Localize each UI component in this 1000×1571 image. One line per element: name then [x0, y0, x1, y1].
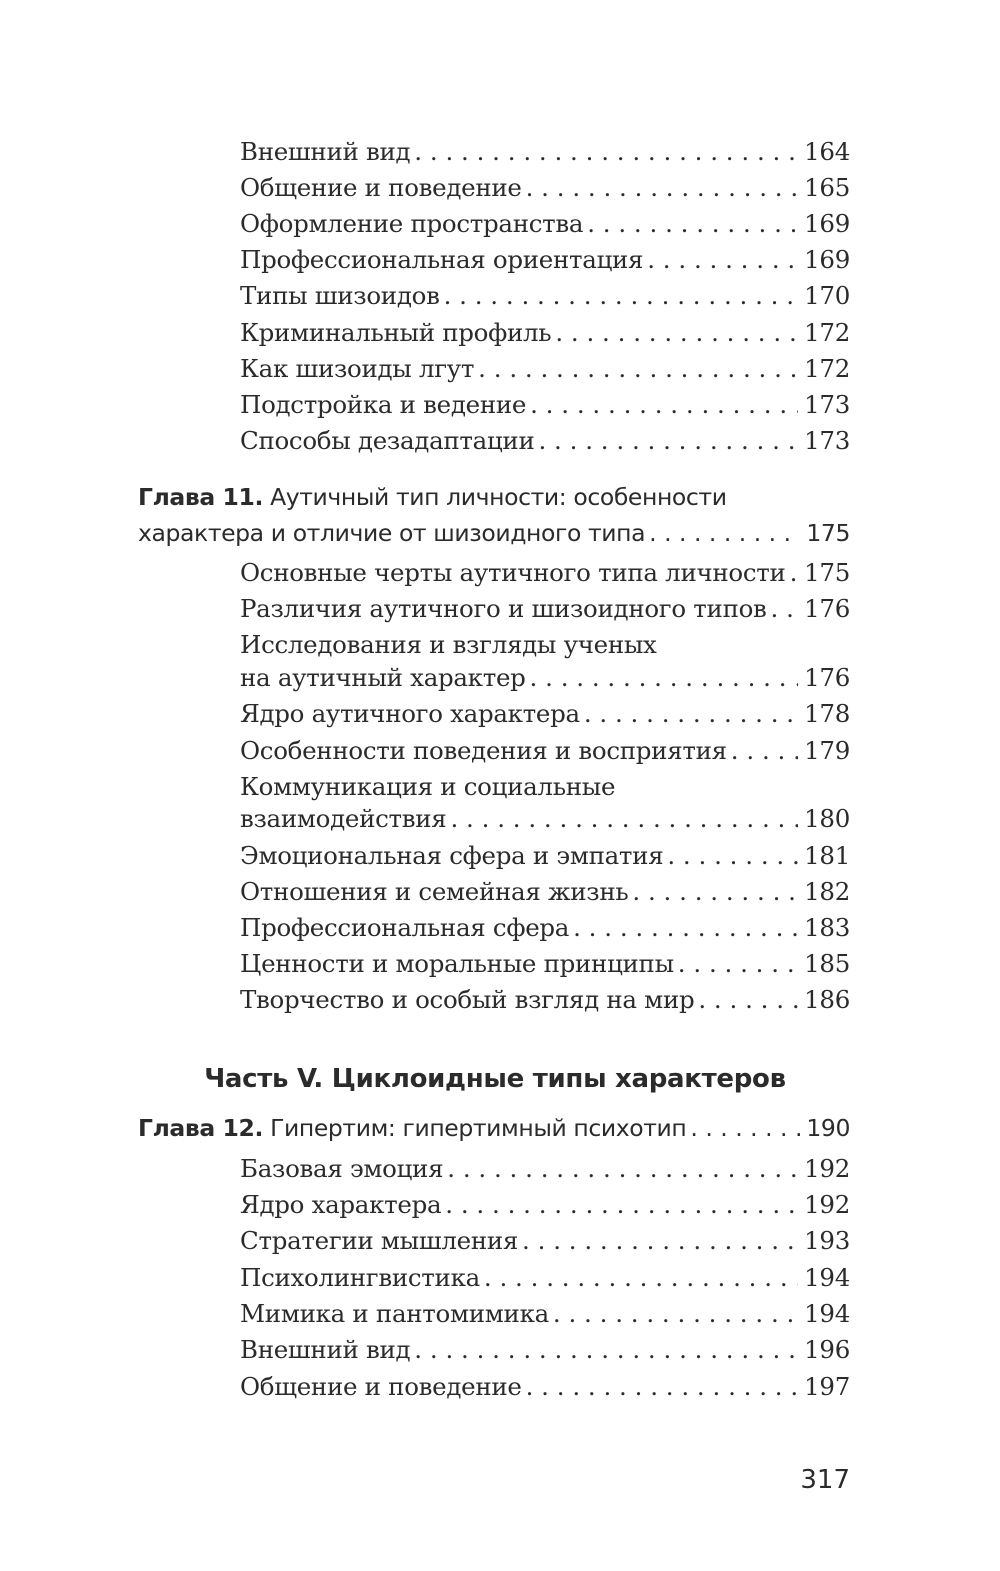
toc-entry[interactable] — [240, 982, 850, 1018]
toc-entry-page: 197 — [804, 1372, 850, 1401]
toc-entry-page: 176 — [804, 594, 850, 623]
chapter-11-title-line2: характера и отличие от шизоидного типа — [138, 519, 646, 547]
toc-entry[interactable] — [240, 170, 850, 206]
toc-entry-title: Общение и поведение — [240, 1372, 522, 1401]
toc-entry-title: Стратегии мышления — [240, 1226, 519, 1255]
toc-entry-title: Профессиональная ориентация — [240, 245, 644, 274]
toc-entry-title: Типы шизоидов — [240, 281, 440, 310]
part-5-title[interactable]: Часть V. Циклоидные типы характеров — [204, 1064, 786, 1094]
chapter-11-entry[interactable] — [138, 515, 850, 551]
toc-entry-title: Оформление пространства — [240, 209, 584, 238]
leader-dots — [447, 1151, 798, 1187]
leader-dots — [553, 1296, 798, 1332]
leader-dots — [478, 351, 798, 387]
toc-entry[interactable] — [240, 206, 850, 242]
toc-entry-page: 194 — [804, 1299, 850, 1328]
leader-dots — [414, 1332, 798, 1368]
leader-dots — [530, 660, 799, 696]
leader-dots — [445, 1187, 798, 1223]
toc-entry-page: 178 — [804, 699, 850, 728]
toc-entry[interactable] — [240, 351, 850, 387]
toc-entry-page: 193 — [804, 1226, 850, 1255]
leader-dots — [530, 387, 798, 423]
toc-entry[interactable] — [240, 423, 850, 459]
chapter-12-entry[interactable] — [138, 1110, 850, 1146]
leader-dots — [632, 874, 798, 910]
toc-entry[interactable] — [240, 1151, 850, 1187]
toc-entry-page: 176 — [804, 663, 850, 692]
toc-entry-title: Внешний вид — [240, 1335, 411, 1364]
toc-entry[interactable] — [240, 315, 850, 351]
toc-entry-title: Внешний вид — [240, 137, 411, 166]
leader-dots — [555, 315, 798, 351]
toc-entry[interactable] — [240, 733, 850, 769]
toc-entry-title: Профессиональная сфера — [240, 913, 570, 942]
toc-entry[interactable] — [240, 696, 850, 732]
leader-dots — [698, 982, 798, 1018]
toc-entry[interactable] — [240, 1332, 850, 1368]
chapter-11-title-line1: Аутичный тип личности: особенности — [270, 483, 727, 511]
leader-dots — [450, 801, 798, 837]
toc-entry-title-line1[interactable]: Коммуникация и социальные — [240, 772, 616, 801]
leader-dots — [484, 1260, 798, 1296]
leader-dots — [538, 423, 798, 459]
leader-dots — [587, 206, 798, 242]
toc-entry-title: Базовая эмоция — [240, 1154, 444, 1183]
toc-entry-title: Основные черты аутичного типа личности — [240, 558, 786, 587]
leader-dots — [690, 1110, 800, 1146]
chapter-12-title: Гипертим: гипертимный психотип — [270, 1114, 687, 1142]
toc-entry[interactable] — [240, 910, 850, 946]
toc-entry-page: 173 — [804, 426, 850, 455]
toc-entry-page: 165 — [804, 173, 850, 202]
toc-entry-page: 183 — [804, 913, 850, 942]
leader-dots — [790, 555, 799, 591]
toc-entry-page: 169 — [804, 245, 850, 274]
toc-entry-page: 172 — [804, 354, 850, 383]
toc-entry-title-line1[interactable]: Исследования и взгляды ученых — [240, 630, 657, 659]
toc-entry[interactable] — [240, 1260, 850, 1296]
toc-entry-title: Отношения и семейная жизнь — [240, 877, 629, 906]
leader-dots — [573, 910, 798, 946]
leader-dots — [522, 1223, 798, 1259]
toc-entry[interactable] — [240, 387, 850, 423]
toc-entry-title: на аутичный характер — [240, 663, 526, 692]
toc-entry[interactable] — [240, 838, 850, 874]
toc-entry-page: 185 — [804, 949, 850, 978]
toc-entry[interactable] — [240, 660, 850, 696]
leader-dots — [678, 946, 798, 982]
toc-entry[interactable] — [240, 874, 850, 910]
toc-entry-title: Психолингвистика — [240, 1263, 480, 1292]
toc-entry-page: 169 — [804, 209, 850, 238]
toc-entry[interactable] — [240, 1187, 850, 1223]
toc-entry[interactable] — [240, 242, 850, 278]
page-number: 317 — [800, 1465, 850, 1495]
toc-entry-title: Способы дезадаптации — [240, 426, 535, 455]
toc-entry-page: 182 — [804, 877, 850, 906]
leader-dots — [649, 515, 800, 551]
toc-entry-title: Особенности поведения и восприятия — [240, 736, 727, 765]
toc-entry[interactable] — [240, 1223, 850, 1259]
leader-dots — [526, 170, 799, 206]
toc-entry-title: Подстройка и ведение — [240, 390, 527, 419]
toc-entry-page: 190 — [806, 1114, 850, 1142]
leader-dots — [667, 838, 798, 874]
toc-entry-page: 194 — [804, 1263, 850, 1292]
toc-entry-title: Ядро характера — [240, 1190, 442, 1219]
toc-entry-page: 173 — [804, 390, 850, 419]
toc-entry-title: Мимика и пантомимика — [240, 1299, 549, 1328]
toc-entry-page: 164 — [804, 137, 850, 166]
chapter-12-label: Глава 12. — [138, 1114, 263, 1142]
toc-entry-title: Общение и поведение — [240, 173, 522, 202]
leader-dots — [414, 134, 798, 170]
toc-entry[interactable] — [240, 134, 850, 170]
leader-dots — [526, 1369, 799, 1405]
toc-entry-page: 175 — [804, 558, 850, 587]
leader-dots — [444, 278, 799, 314]
toc-entry-title: взаимодействия — [240, 804, 447, 833]
toc-entry[interactable] — [240, 801, 850, 837]
toc-entry[interactable] — [240, 1296, 850, 1332]
toc-entry[interactable] — [240, 555, 850, 591]
toc-entry-page: 181 — [804, 841, 850, 870]
chapter-11-heading[interactable] — [138, 479, 727, 515]
chapter-11-label: Глава 11. — [138, 483, 263, 511]
leader-dots — [731, 733, 798, 769]
toc-entry-page: 192 — [804, 1190, 850, 1219]
toc-entry[interactable] — [240, 591, 850, 627]
toc-entry-title: Ядро аутичного характера — [240, 699, 580, 728]
toc-entry-title: Ценности и моральные принципы — [240, 949, 674, 978]
toc-entry-title: Как шизоиды лгут — [240, 354, 475, 383]
toc-entry-page: 175 — [806, 519, 850, 547]
toc-entry[interactable] — [240, 278, 850, 314]
toc-entry-title: Творчество и особый взгляд на мир — [240, 985, 695, 1014]
toc-entry-title: Криминальный профиль — [240, 318, 552, 347]
toc-entry-page: 179 — [804, 736, 850, 765]
leader-dots — [771, 591, 799, 627]
toc-entry[interactable] — [240, 1369, 850, 1405]
toc-entry-page: 186 — [804, 985, 850, 1014]
leader-dots — [584, 696, 798, 732]
toc-entry-title: Эмоциональная сфера и эмпатия — [240, 841, 664, 870]
toc-entry-page: 192 — [804, 1154, 850, 1183]
toc-entry-page: 172 — [804, 318, 850, 347]
chapter-12-heading — [138, 1110, 686, 1146]
toc-entry[interactable] — [240, 946, 850, 982]
toc-entry-page: 170 — [804, 281, 850, 310]
toc-entry-title: Различия аутичного и шизоидного типов — [240, 594, 767, 623]
toc-entry-page: 196 — [804, 1335, 850, 1364]
toc-entry-page: 180 — [804, 804, 850, 833]
leader-dots — [647, 242, 798, 278]
